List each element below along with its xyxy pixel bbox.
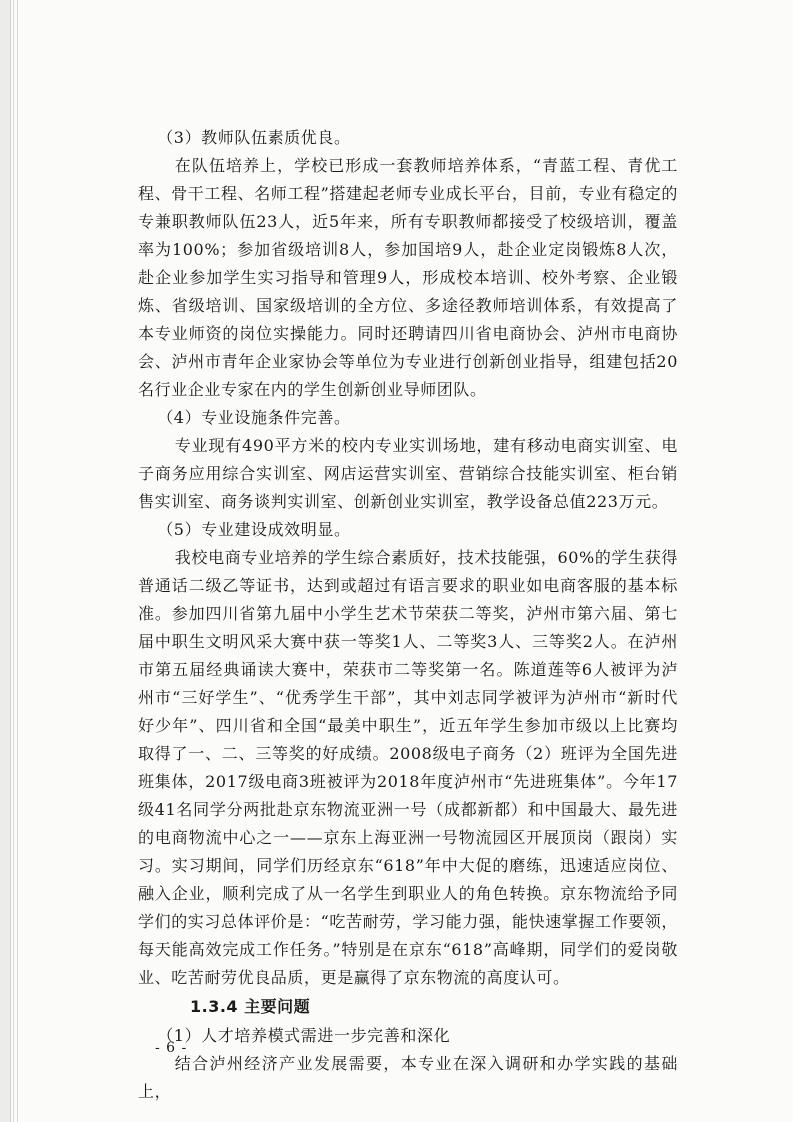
section-5-body: 我校电商专业培养的学生综合素质好，技术技能强，60%的学生获得普通话二级乙等证书，达到或超过有语言要求的职业如电商客服的基本标准。参加四川省第九届中小学生艺术节荣获二等奖，泸州市第六届、第七届中职生文明风采大赛中获一等奖1人、二等奖3人、三等奖2人。在泸州市第五届经典诵读大赛中，荣获市二等奖第一名。陈道莲等6人被评为泸州市“三好学生”、“优秀学生干部”，其中刘志同学被评为泸州市“新时代好少年”、四川省和全国“最美中职生”，近五年学生参加市级以上比赛均取得了一、二、三等奖的好成绩。2008级电子商务（2）班评为全国先进班集体，2017级电商3班被评为2018年度泸州市“先进班集体”。今年17级41名同学分两批赴京东物流亚洲一号（成都新都）和中国最大、最先进的电商物流中心之一——京东上海亚洲一号物流园区开展顶岗（跟岗）实习。实习期间，同学们历经京东“618”年中大促的磨练，迅速适应岗位、融入企业，顺利完成了从一名学生到职业人的角色转换。京东物流给予同学们的实习总体评价是：“吃苦耐劳，学习能力强，能快速掌握工作要领，每天能高效完成工作任务。”特别是在京东“618”高峰期，同学们的爱岗敬业、吃苦耐劳优良品质，更是赢得了京东物流的高度认可。 <box>138 548 678 987</box>
section-3-title: （3）教师队伍素质优良。 <box>157 128 351 147</box>
document-page <box>10 0 793 1122</box>
section-4-body: 专业现有490平方米的校内专业实训场地，建有移动电商实训室、电子商务应用综合实训室、网店运营实训室、营销综合技能实训室、柜台销售实训室、商务谈判实训室、创新创业实训室，教学设备总值223万元。 <box>138 436 678 511</box>
page-edge-line <box>17 0 18 1122</box>
section-3-body: 在队伍培养上，学校已形成一套教师培养体系，“青蓝工程、青优工程、骨干工程、名师工程”搭建起老师专业成长平台，目前，专业有稳定的专兼职教师队伍23人，近5年来，所有专职教师都接受了校级培训，覆盖率为100%；参加省级培训8人，参加国培9人，赴企业定岗锻炼8人次，赴企业参加学生实习指导和管理9人，形成校本培训、校外考察、企业锻炼、省级培训、国家级培训的全方位、多途径教师培训体系，有效提高了本专业师资的岗位实操能力。同时还聘请四川省电商协会、泸州市电商协会、泸州市青年企业家协会等单位为专业进行创新创业指导，组建包括20名行业企业专家在内的学生创新创业导师团队。 <box>138 156 678 399</box>
page-content <box>138 124 678 1106</box>
problem-1-body: 结合泸州经济产业发展需要，本专业在深入调研和办学实践的基础上， <box>138 1054 678 1101</box>
heading-1-3-4: 1.3.4 主要问题 <box>190 997 311 1016</box>
problem-1-title: （1）人才培养模式需进一步完善和深化 <box>157 1026 451 1045</box>
page-number: - 6 - <box>155 1040 188 1056</box>
page-edge-line <box>13 0 14 1122</box>
section-4-title: （4）专业设施条件完善。 <box>157 408 351 427</box>
section-5-title: （5）专业建设成效明显。 <box>157 520 351 539</box>
